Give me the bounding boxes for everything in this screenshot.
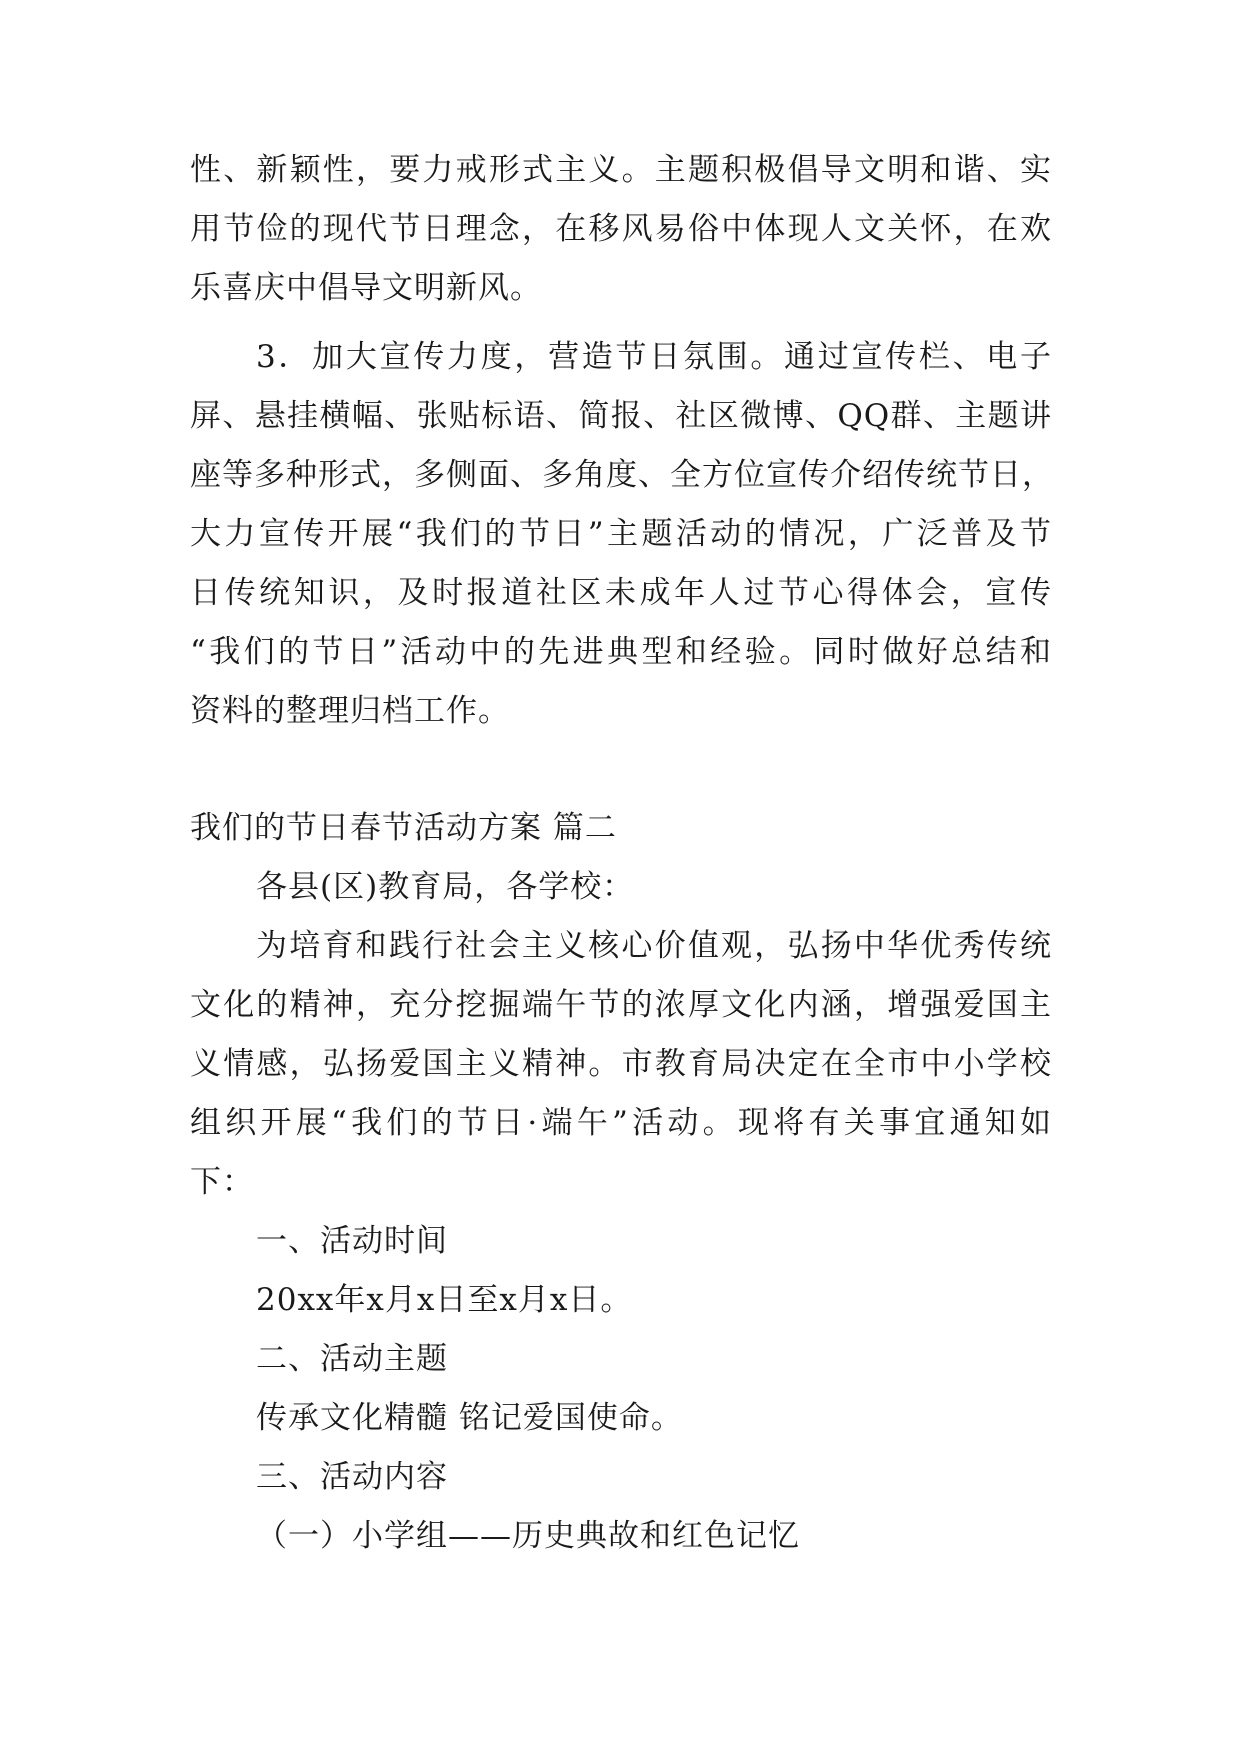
body-text-line: 为培育和践行社会主义核心价值观，弘扬中华优秀传统 xyxy=(256,928,1052,964)
body-text-line: 文化的精神，充分挖掘端午节的浓厚文化内涵，增强爱国主 xyxy=(190,987,1052,1023)
body-text-line: 义情感，弘扬爱国主义精神。市教育局决定在全市中小学校 xyxy=(190,1046,1052,1082)
body-text-line: 大力宣传开展“我们的节日”主题活动的情况，广泛普及节 xyxy=(190,516,1052,552)
body-text-line: 屏、悬挂横幅、张贴标语、简报、社区微博、QQ群、主题讲 xyxy=(190,398,1052,434)
section-heading-content: 三、活动内容 xyxy=(256,1459,448,1495)
body-text-line: 座等多种形式，多侧面、多角度、全方位宣传介绍传统节日， xyxy=(190,457,1054,493)
body-text-line: 性、新颖性，要力戒形式主义。主题积极倡导文明和谐、实 xyxy=(190,152,1052,188)
body-text-line: “我们的节日”活动中的先进典型和经验。同时做好总结和 xyxy=(190,634,1052,670)
body-text-line: 用节俭的现代节日理念，在移风易俗中体现人文关怀，在欢 xyxy=(190,211,1052,247)
subsection-heading: （一）小学组——历史典故和红色记忆 xyxy=(256,1518,800,1554)
salutation: 各县(区)教育局，各学校： xyxy=(256,869,635,905)
body-text-line: 组织开展“我们的节日·端午”活动。现将有关事宜通知如 xyxy=(190,1105,1052,1141)
body-text-line: 乐喜庆中倡导文明新风。 xyxy=(190,270,542,306)
body-text-line: 资料的整理归档工作。 xyxy=(190,693,510,729)
body-text-line: 3．加大宣传力度，营造节日氛围。通过宣传栏、电子 xyxy=(256,339,1052,375)
activity-date: 20xx年x月x日至x月x日。 xyxy=(256,1282,633,1318)
activity-theme: 传承文化精髓 铭记爱国使命。 xyxy=(256,1400,683,1436)
section-title: 我们的节日春节活动方案 篇二 xyxy=(190,810,617,846)
body-text-line: 下： xyxy=(190,1164,254,1200)
body-text-line: 日传统知识，及时报道社区未成年人过节心得体会，宣传 xyxy=(190,575,1052,611)
section-heading-theme: 二、活动主题 xyxy=(256,1341,448,1377)
section-heading-time: 一、活动时间 xyxy=(256,1223,448,1259)
